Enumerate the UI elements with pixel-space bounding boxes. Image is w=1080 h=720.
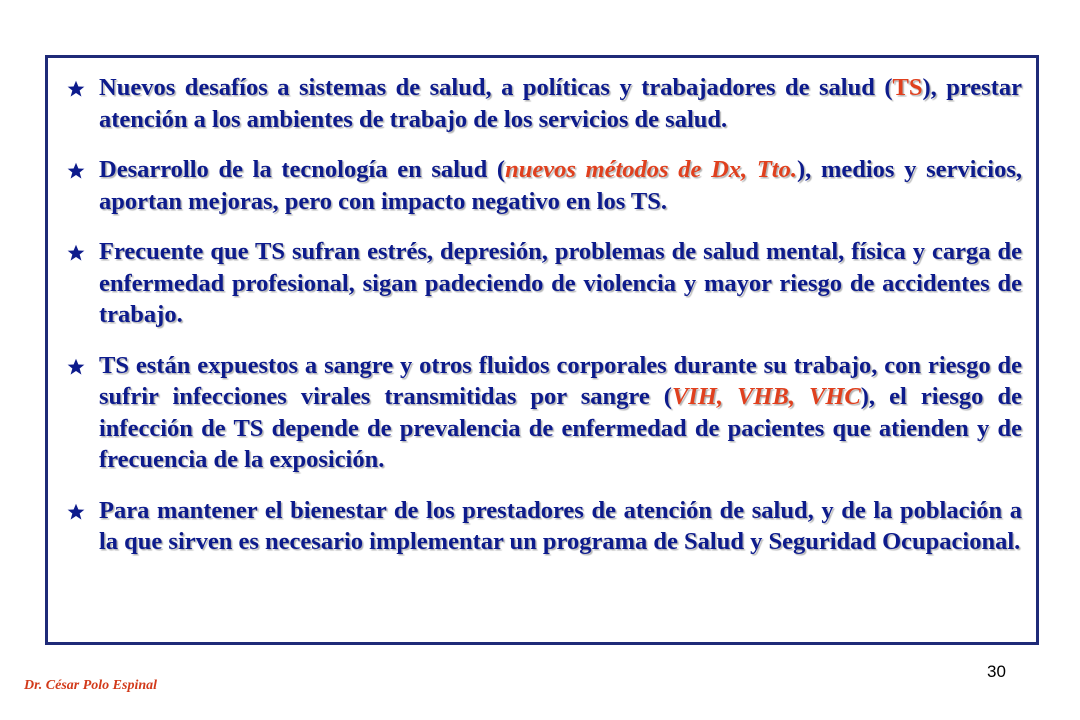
bullet-item bbox=[48, 350, 1022, 476]
star-icon bbox=[66, 357, 86, 377]
bullet-item bbox=[48, 154, 1022, 217]
star-icon bbox=[66, 79, 86, 99]
bullet-item bbox=[48, 495, 1022, 558]
bullet-highlight: VIH, VHB, VHC bbox=[671, 383, 861, 410]
bullet-text: Para mantener el bienestar de los prestadores de atención de salud, y de la población a la que sirven es necesario implementar un programa de Salud y Seguridad Ocupacional. bbox=[99, 496, 1022, 555]
bullet-text: TS están expuestos a sangre y otros fluidos corporales durante su trabajo, con riesgo de sufrir infecciones virales transmitidas por sangre ( bbox=[99, 351, 1022, 410]
bullet-highlight: TS bbox=[892, 74, 923, 101]
star-icon bbox=[66, 243, 86, 263]
bullet-text: Desarrollo de la tecnología en salud ( bbox=[99, 156, 506, 183]
bullet-text: ), prestar atención a los ambientes de trabajo de los servicios de salud. bbox=[99, 74, 1022, 133]
star-icon bbox=[66, 161, 86, 181]
bullet-item bbox=[48, 236, 1022, 331]
bullet-text: Frecuente que TS sufran estrés, depresión, problemas de salud mental, física y carga de enfermedad profesional, sigan padeciendo de violencia y mayor riesgo de accidentes de trabajo. bbox=[99, 238, 1022, 328]
bullet-item bbox=[48, 72, 1022, 135]
author-footer: Dr. César Polo Espinal bbox=[24, 678, 158, 693]
bullet-text: Nuevos desafíos a sistemas de salud, a políticas y trabajadores de salud ( bbox=[99, 74, 893, 101]
star-icon bbox=[66, 502, 86, 522]
page-number: 30 bbox=[987, 662, 1006, 681]
bullet-text: ), el riesgo de infección de TS depende de prevalencia de enfermedad de pacientes que atienden y de frecuencia de la exposición. bbox=[99, 383, 1022, 473]
bullet-text: ), medios y servicios, aportan mejoras, pero con impacto negativo en los TS. bbox=[99, 156, 1023, 215]
bullet-highlight: nuevos métodos de Dx, Tto. bbox=[505, 156, 797, 183]
content-box bbox=[45, 55, 1039, 645]
